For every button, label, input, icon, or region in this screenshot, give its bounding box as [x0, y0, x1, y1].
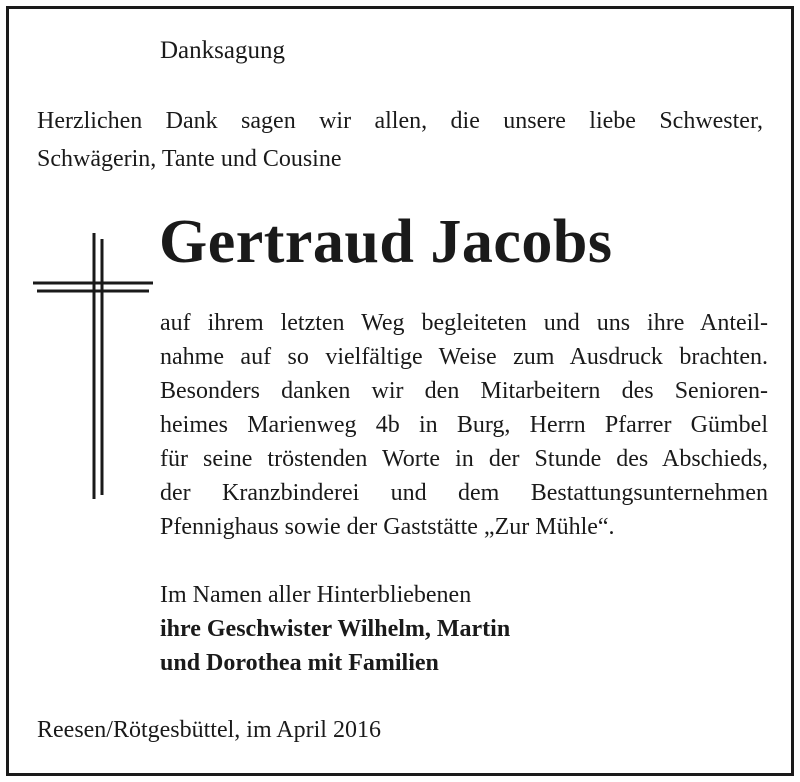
- signature-line-1: ihre Geschwister Wilhelm, Martin: [160, 616, 511, 642]
- signature-intro: Im Namen aller Hinterbliebenen: [160, 582, 472, 608]
- obituary-notice: [6, 6, 794, 776]
- deceased-name: Gertraud Jacobs: [159, 208, 613, 276]
- signature-line-2: und Dorothea mit Familien: [160, 650, 439, 676]
- body-line-4: heimes Marienweg 4b in Burg, Herrn Pfarrer Gümbel: [160, 412, 768, 438]
- body-line-2: nahme auf so vielfältige Weise zum Ausdruck brachten.: [160, 344, 768, 370]
- place-date: Reesen/Rötgesbüttel, im April 2016: [37, 717, 381, 743]
- body-line-6: der Kranzbinderei und dem Bestattungsunternehmen: [160, 480, 768, 506]
- intro-line-2: Schwägerin, Tante und Cousine: [37, 146, 342, 172]
- body-line-1: auf ihrem letzten Weg begleiteten und uns ihre Anteil-: [160, 310, 768, 336]
- body-line-3: Besonders danken wir den Mitarbeitern des Senioren-: [160, 378, 768, 404]
- body-line-7: Pfennighaus sowie der Gaststätte „Zur Mühle“.: [160, 514, 615, 540]
- latin-cross-icon: [33, 233, 153, 499]
- heading: Danksagung: [160, 37, 285, 64]
- intro-line-1: Herzlichen Dank sagen wir allen, die unsere liebe Schwester,: [37, 108, 763, 134]
- body-line-5: für seine tröstenden Worte in der Stunde des Abschieds,: [160, 446, 768, 472]
